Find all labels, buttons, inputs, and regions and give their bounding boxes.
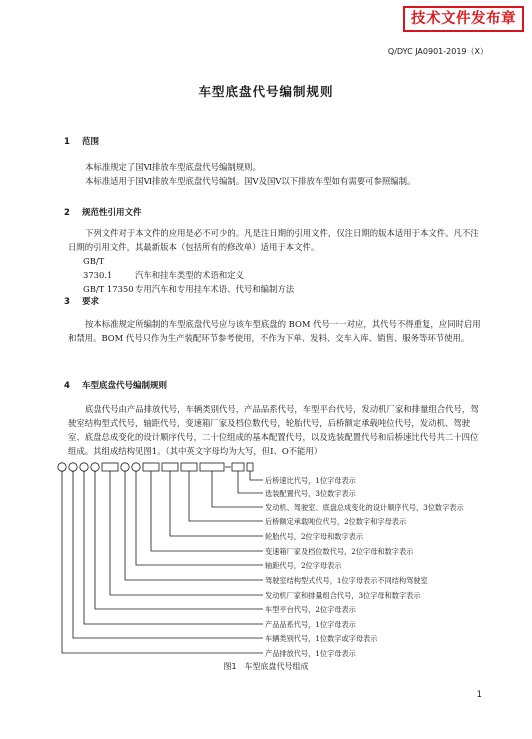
- section-number: 4: [64, 381, 70, 391]
- diagram-label: 产品排放代号，1位字母表示: [265, 649, 356, 658]
- diagram-label: 产品品系代号，1位字母表示: [265, 620, 356, 629]
- code-position-box: [143, 463, 159, 471]
- section-number: 3: [64, 297, 70, 307]
- reference-title: 汽车和挂车类型的术语和定义: [135, 270, 244, 280]
- diagram-label: 发动机、驾驶室、底盘总成变化的设计顺序代号，3位数字表示: [265, 503, 464, 512]
- section-title: 范围: [82, 137, 100, 147]
- diagram-label: 驾驶室结构型式代号，1位字母表示不同结构驾驶室: [265, 576, 428, 585]
- section-number: 1: [64, 137, 70, 147]
- code-position-circle: [58, 463, 66, 471]
- code-position-circle: [132, 463, 140, 471]
- diagram-label: 轮胎代号，2位字母和数字表示: [265, 532, 364, 541]
- code-position-circle: [80, 463, 88, 471]
- code-position-box: [162, 463, 178, 471]
- section-title: 要求: [82, 297, 100, 307]
- diagram-label: 变速箱厂家及档位数代号，2位字母和数字表示: [265, 547, 414, 556]
- code-position-box: [102, 463, 118, 471]
- diagram-label: 后桥额定承载吨位代号，2位数字和字母表示: [265, 517, 407, 526]
- scope-line: 本标准适用于国Ⅵ排放车型底盘代号编制。国Ⅴ及国Ⅴ以下排放车型如有需要可参照编制。: [85, 176, 416, 186]
- diagram-label: 选装配置代号，3位数字表示: [265, 489, 356, 498]
- code-position-circle: [91, 463, 99, 471]
- rules-text: 底盘代号由产品排放代号，车辆类别代号，产品品系代号，车型平台代号，发动机厂家和排量组合代号，驾驶室结构型式代号，轴距代号，变速箱厂家及档位数代号，轮胎代号，后桥额定承载吨位代号，发动机、驾驶室、底盘总成变化的设计顺序代号，二十位组成的基本配置代号，以及选装配置代号和后桥速比代号共二十四位组成。其组成结构见图1。（其中英文字母均为大写，但I、O不能用）: [68, 404, 479, 456]
- page-title: 车型底盘代号编制规则: [198, 84, 334, 99]
- code-position-box: [181, 463, 197, 471]
- code-position-box: [247, 463, 253, 471]
- requirements-text: 按本标准规定所编制的车型底盘代号应与该车型底盘的 BOM 代号一一对应，其代号不得重复，应同时启用和禁用。BOM 代号只作为生产装配环节参考使用，不作为下单、发料、交车入库、销售、服务等环节使用。: [68, 319, 481, 343]
- section-title: 车型底盘代号编制规则: [82, 381, 168, 391]
- scope-line: 本标准规定了国Ⅵ排放车型底盘代号编制规则。: [85, 162, 261, 172]
- normative-intro: 下列文件对于本文件的应用是必不可少的。凡是注日期的引用文件，仅注日期的版本适用于本文件。凡不注日期的引用文件，其最新版本（包括所有的修改单）适用于本文件。: [68, 228, 479, 252]
- diagram-label: 轴距代号，2位字母表示: [265, 561, 342, 570]
- code-position-circle: [69, 463, 77, 471]
- reference-code: GB/T 3730.1: [83, 256, 113, 280]
- diagram-label: 车辆类别代号，1位数字或字母表示: [265, 634, 378, 643]
- code-position-box: [200, 463, 224, 471]
- reference-title: 专用汽车和专用挂车术语、代号和编制方法: [135, 284, 295, 294]
- code-position-box: [232, 463, 244, 471]
- code-position-circle: [121, 463, 129, 471]
- figure-caption: 图1 车型底盘代号组成: [223, 662, 309, 671]
- release-stamp: 技术文件发布章: [403, 6, 524, 32]
- section-title: 规范性引用文件: [82, 208, 142, 218]
- diagram-label: 后桥速比代号，1位字母表示: [265, 476, 356, 485]
- diagram-label: 车型平台代号，2位字母表示: [265, 605, 356, 614]
- diagram-label: 发动机厂家和排量组合代号，3位字母和数字表示: [265, 591, 421, 600]
- page-number: 1: [476, 690, 482, 700]
- document-number: Q/DYC JA0901-2019（X）: [387, 47, 488, 56]
- reference-code: GB/T 17350: [83, 284, 134, 294]
- section-number: 2: [64, 208, 70, 218]
